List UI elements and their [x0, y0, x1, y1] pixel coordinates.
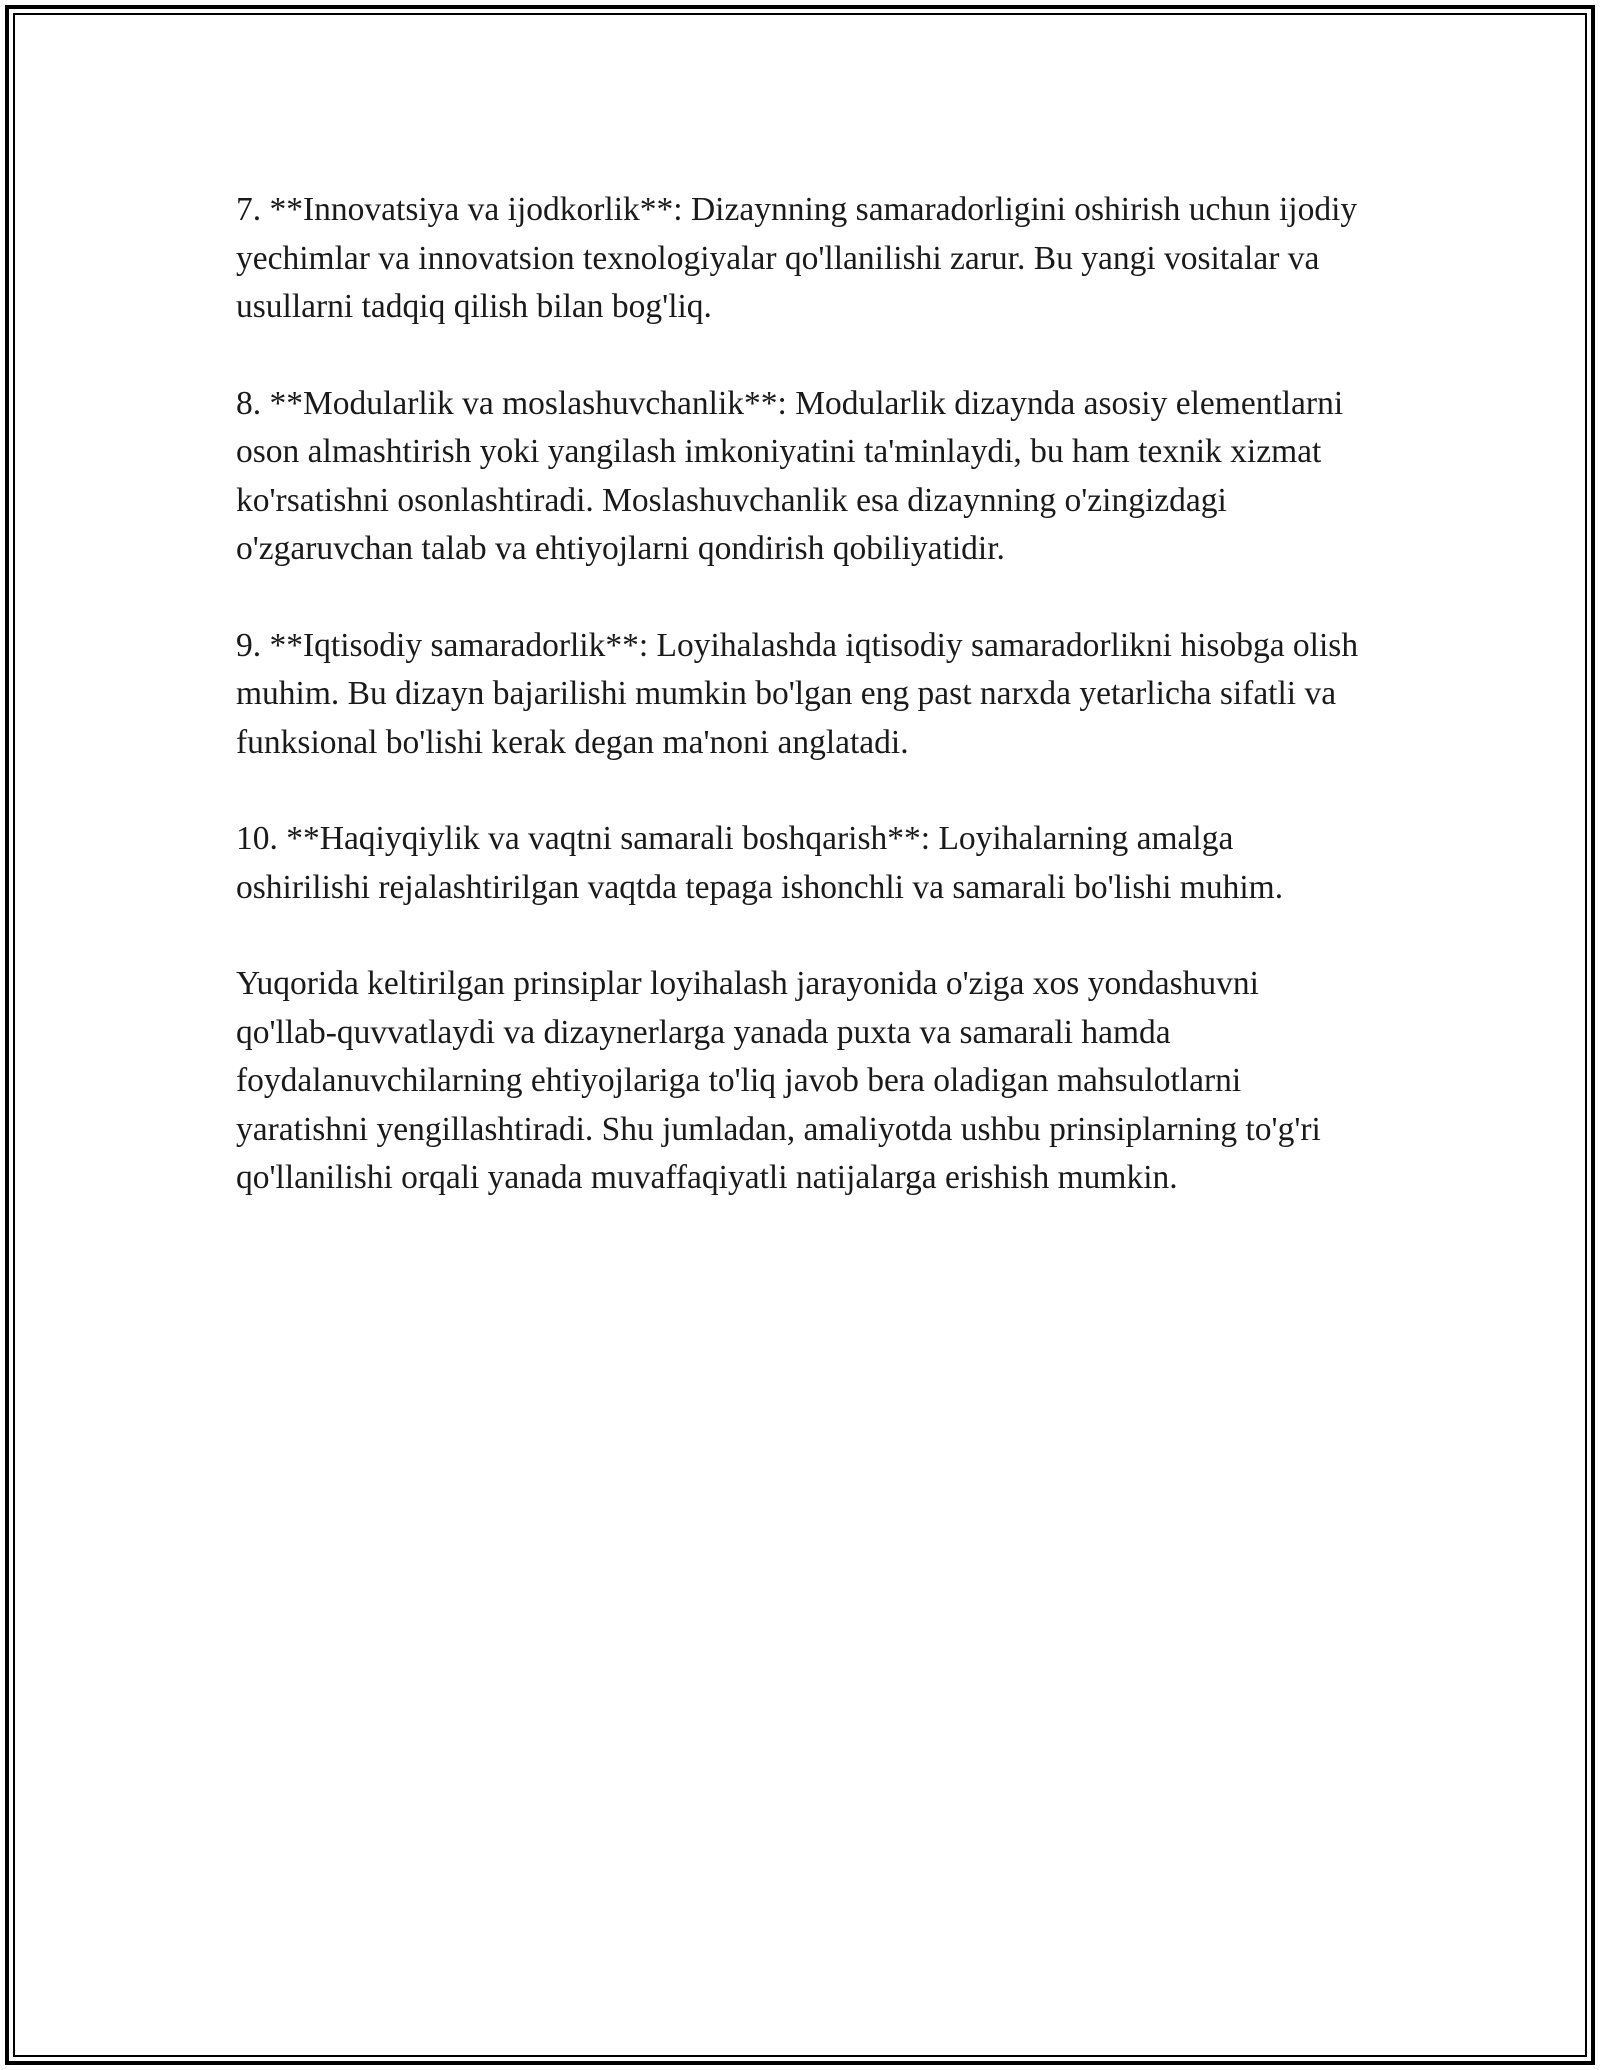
document-body	[236, 186, 1366, 1203]
paragraph-modularity: 8. **Modularlik va moslashuvchanlik**: Modularlik dizaynda asosiy elementlarni oson almashtirish yoki yangilash imkoniyatini ta'minlaydi, bu ham texnik xizmat ko'rsatishni osonlashtiradi. Moslashuvchanlik esa dizaynning o'zingizdagi o'zgaruvchan talab va ehtiyojlarni qondirish qobiliyatidir.	[236, 384, 1344, 567]
paragraph-innovation: 7. **Innovatsiya va ijodkorlik**: Dizaynning samaradorligini oshirish uchun ijodiy yechimlar va innovatsion texnologiyalar qo'llanilishi zarur. Bu yangi vositalar va usullarni tadqiq qilish bilan bog'liq.	[236, 191, 1358, 325]
paragraph-time-management: 10. **Haqiyqiylik va vaqtni samarali boshqarish**: Loyihalarning amalga oshirilishi rejalashtirilgan vaqtda tepaga ishonchli va samarali bo'lishi muhim.	[236, 820, 1284, 906]
paragraph-economic-efficiency: 9. **Iqtisodiy samaradorlik**: Loyihalashda iqtisodiy samaradorlikni hisobga olish muhim. Bu dizayn bajarilishi mumkin bo'lgan eng past narxda yetarlicha sifatli va funksional bo'lishi kerak degan ma'noni anglatadi.	[236, 626, 1359, 761]
paragraph-conclusion: Yuqorida keltirilgan prinsiplar loyihalash jarayonida o'ziga xos yondashuvni qo'llab-quvvatlaydi va dizaynerlarga yanada puxta va samarali hamda foydalanuvchilarning ehtiyojlariga to'liq javob bera oladigan mahsulotlarni yaratishni yengillashtiradi. Shu jumladan, amaliyotda ushbu prinsiplarning to'g'ri qo'llanilishi orqali yanada muvaffaqiyatli natijalarga erishish mumkin.	[236, 965, 1321, 1196]
